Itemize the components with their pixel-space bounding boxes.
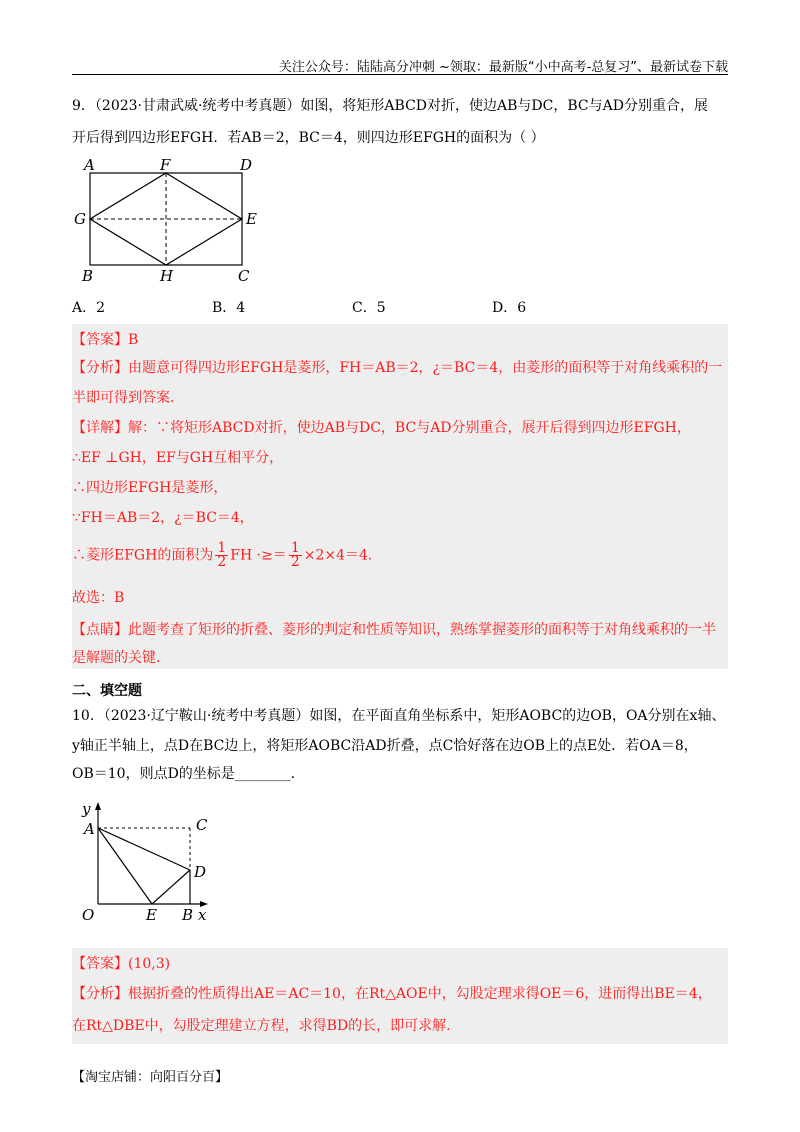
label-d: D	[194, 863, 207, 881]
fraction-half-2: $\frac{1}{2}$	[290, 540, 300, 570]
q10-line1: 10．（2023·辽宁鞍山·统考中考真题）如图，在平面直角坐标系中，矩形AOBC的边OB，OA分别在x轴、	[72, 708, 726, 724]
label-a: A	[84, 820, 95, 838]
q9-figure	[72, 155, 272, 285]
option-d: D．6	[492, 300, 527, 316]
a9-detail5	[72, 542, 732, 569]
a9-detail5-pre: ∴菱形EFGH的面积为	[72, 547, 214, 564]
label-b: B	[182, 906, 194, 923]
a9-detail5-mid: FH ·≥＝	[230, 547, 287, 564]
section-title-fill-blank: 二、填空题	[72, 683, 142, 699]
segment-ed	[152, 870, 190, 904]
a9-detail1: 【详解】解：∵将矩形ABCD对折，使边AB与DC，BC与AD分别重合，展开后得到四边形EFGH，	[72, 420, 691, 436]
a9-detail4: ∵FH＝AB＝2，¿＝BC＝4，	[72, 510, 254, 526]
option-b: B．4	[212, 300, 246, 316]
q10-line3: OB＝10，则点D的坐标是________．	[72, 766, 305, 782]
label-e: E	[146, 906, 157, 923]
a9-comment2: 是解题的关键．	[72, 650, 170, 666]
a9-analysis1: 【分析】由题意可得四边形EFGH是菱形，FH＝AB＝2，¿＝BC＝4，由菱形的面积等于对角线乘积的一	[72, 360, 723, 376]
label-f: F	[160, 156, 171, 174]
a9-choice: 故选：B	[72, 590, 125, 606]
option-a: A．2	[72, 300, 106, 316]
a10-answer: 【答案】(10,3)	[72, 956, 171, 972]
label-x: x	[198, 906, 207, 923]
q9-options	[72, 298, 732, 318]
q9-line1: 9．（2023·甘肃武威·统考中考真题）如图，将矩形ABCD对折，使边AB与DC，BC与AD分别重合，展	[72, 98, 708, 114]
a9-detail2: ∴EF ⊥GH，EF与GH互相平分，	[72, 450, 284, 466]
q9-line2: 开后得到四边形EFGH．若AB＝2，BC＝4，则四边形EFGH的面积为（ ）	[72, 130, 545, 146]
label-e: E	[246, 210, 257, 228]
a9-answer: 【答案】B	[72, 332, 139, 348]
a10-analysis1: 【分析】根据折叠的性质得出AE＝AC＝10，在Rt△AOE中，勾股定理求得OE＝6，进而得出BE＝4，	[72, 986, 712, 1002]
q10-figure	[72, 798, 222, 923]
label-c: C	[238, 267, 250, 285]
page-footer: 【淘宝店铺：向阳百分百】	[72, 1070, 229, 1085]
label-c: C	[196, 816, 208, 834]
a9-comment1: 【点睛】此题考查了矩形的折叠、菱形的判定和性质等知识，熟练掌握菱形的面积等于对角线乘积的一半	[72, 622, 716, 638]
label-a: A	[84, 156, 95, 174]
label-g: G	[74, 210, 86, 228]
segment-ad	[98, 828, 190, 870]
a9-detail5-post: ×2×4＝4．	[303, 547, 382, 564]
label-b: B	[82, 267, 94, 285]
q10-line2: y轴正半轴上，点D在BC边上，将矩形AOBC沿AD折叠，点C恰好落在边OB上的点E处．若OA＝8，	[72, 738, 698, 754]
a10-analysis2: 在Rt△DBE中，勾股定理建立方程，求得BD的长，即可求解．	[72, 1018, 461, 1034]
option-c: C．5	[352, 300, 386, 316]
page-header: 关注公众号：陆陆高分冲刺 ~领取：最新版“小中高考-总复习”、最新试卷下载	[278, 60, 728, 75]
label-d: D	[240, 156, 253, 174]
y-axis-arrow	[95, 802, 101, 810]
label-h: H	[160, 267, 174, 285]
a9-analysis2: 半即可得到答案．	[72, 390, 184, 406]
header-rule	[72, 74, 728, 75]
fraction-half-1: $\frac{1}{2}$	[217, 540, 227, 570]
label-o: O	[82, 906, 95, 923]
label-y: y	[82, 800, 91, 818]
a9-detail3: ∴四边形EFGH是菱形，	[72, 480, 228, 496]
segment-ae	[98, 828, 152, 904]
